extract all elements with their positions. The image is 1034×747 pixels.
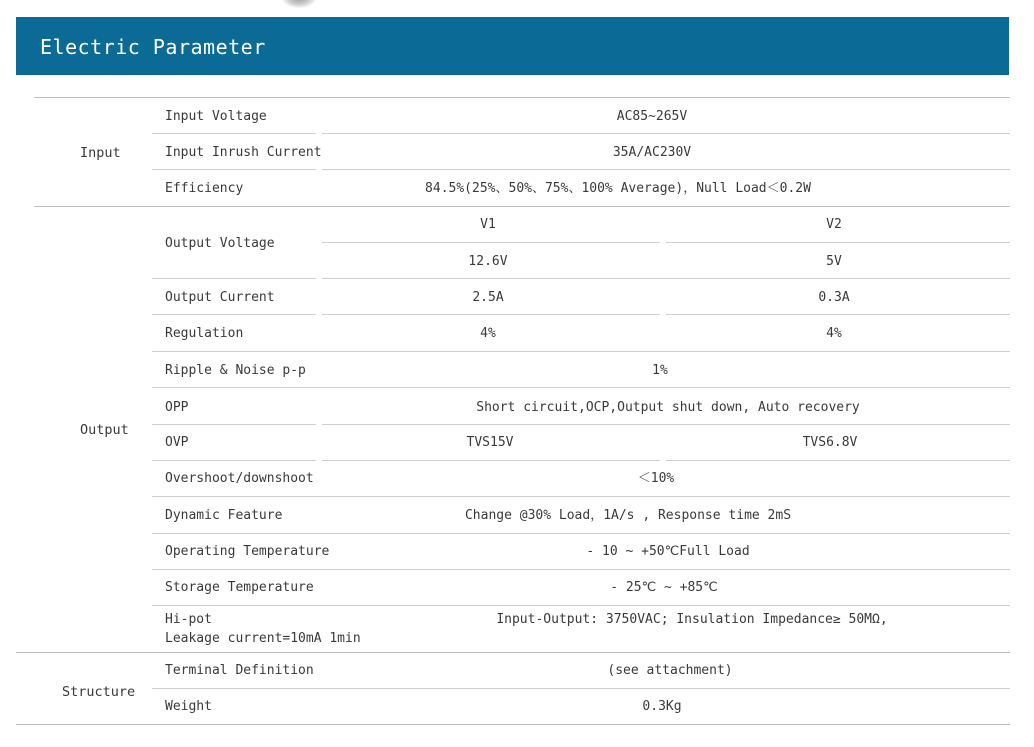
- param-label: Overshoot/downshoot: [165, 471, 314, 486]
- param-value: Short circuit,OCP,Output shut down, Auto recovery: [476, 400, 860, 415]
- row-divider: [322, 460, 660, 461]
- row-divider: [152, 133, 316, 134]
- param-value: 1%: [652, 363, 668, 378]
- param-value-v1: 12.6V: [468, 254, 508, 269]
- group-label-output: Output: [80, 422, 129, 438]
- param-value: 84.5%(25%、50%、75%、100% Average)，Null Load＜0.2W: [425, 181, 811, 196]
- param-label: Efficiency: [165, 181, 244, 196]
- param-value: (see attachment): [607, 663, 733, 678]
- param-value-v2: 0.3A: [818, 290, 850, 305]
- decorative-shadow: [282, 0, 316, 8]
- param-label: Dynamic Feature: [165, 508, 283, 523]
- param-label: Terminal Definition: [165, 663, 314, 678]
- param-value-v2: 5V: [826, 254, 842, 269]
- row-divider: [322, 278, 1010, 279]
- row-divider: [152, 424, 316, 425]
- param-value-v1: 4%: [480, 326, 496, 341]
- column-header-v2: V2: [826, 217, 842, 232]
- row-divider: [152, 314, 316, 315]
- row-divider: [322, 169, 1010, 170]
- row-divider: [152, 569, 1010, 570]
- column-header-v1: V1: [480, 217, 496, 232]
- param-label: Input Inrush Current: [165, 145, 322, 160]
- param-value: Input-Output: 3750VAC; Insulation Impedance≥ 50MΩ,: [496, 612, 888, 627]
- param-label: Regulation: [165, 326, 244, 341]
- row-divider: [152, 605, 1010, 606]
- param-label: Storage Temperature: [165, 580, 314, 595]
- row-divider: [152, 387, 1010, 388]
- param-label: Operating Temperature: [165, 544, 330, 559]
- param-label: OPP: [165, 400, 189, 415]
- row-divider: [322, 424, 1010, 425]
- param-label: Ripple & Noise p-p: [165, 363, 306, 378]
- row-divider: [322, 242, 660, 243]
- param-label: Weight: [165, 699, 212, 714]
- row-divider: [152, 533, 1010, 534]
- row-divider: [152, 460, 316, 461]
- param-label: Output Voltage: [165, 236, 275, 251]
- param-value: ＜10%: [637, 471, 675, 486]
- param-value-v2: TVS6.8V: [802, 435, 858, 450]
- electric-parameter-table: [34, 97, 1010, 725]
- row-divider: [666, 242, 1010, 243]
- param-label: OVP: [165, 435, 189, 450]
- param-label: Output Current: [165, 290, 275, 305]
- param-value: 0.3Kg: [642, 699, 682, 714]
- param-value: AC85~265V: [616, 109, 688, 124]
- row-divider: [152, 351, 1010, 352]
- row-divider: [152, 278, 316, 279]
- param-value: - 25℃ ~ +85℃: [610, 580, 718, 595]
- section-title: Electric Parameter: [40, 35, 266, 59]
- param-value: 35A/AC230V: [612, 145, 692, 160]
- row-divider: [666, 460, 1010, 461]
- param-value: - 10 ~ +50℃Full Load: [586, 544, 750, 559]
- table-top-border: [34, 97, 1010, 98]
- param-value-v1: TVS15V: [466, 435, 514, 450]
- param-label-secondary: Leakage current=10mA 1min: [165, 631, 361, 646]
- param-label: Hi-pot: [165, 612, 212, 627]
- row-divider: [666, 314, 1010, 315]
- section-header: [16, 17, 1009, 75]
- param-value-v2: 4%: [826, 326, 842, 341]
- param-label: Input Voltage: [165, 109, 267, 124]
- param-value-v1: 2.5A: [472, 290, 504, 305]
- group-divider: [16, 652, 1010, 653]
- group-label-input: Input: [80, 145, 121, 161]
- group-divider: [34, 206, 1010, 207]
- table-bottom-border: [16, 724, 1010, 725]
- row-divider: [322, 133, 1010, 134]
- row-divider: [322, 314, 660, 315]
- row-divider: [152, 496, 1010, 497]
- group-label-structure: Structure: [62, 684, 136, 700]
- row-divider: [152, 688, 1010, 689]
- param-value: Change @30% Load，1A/s , Response time 2mS: [464, 508, 792, 523]
- row-divider: [152, 169, 316, 170]
